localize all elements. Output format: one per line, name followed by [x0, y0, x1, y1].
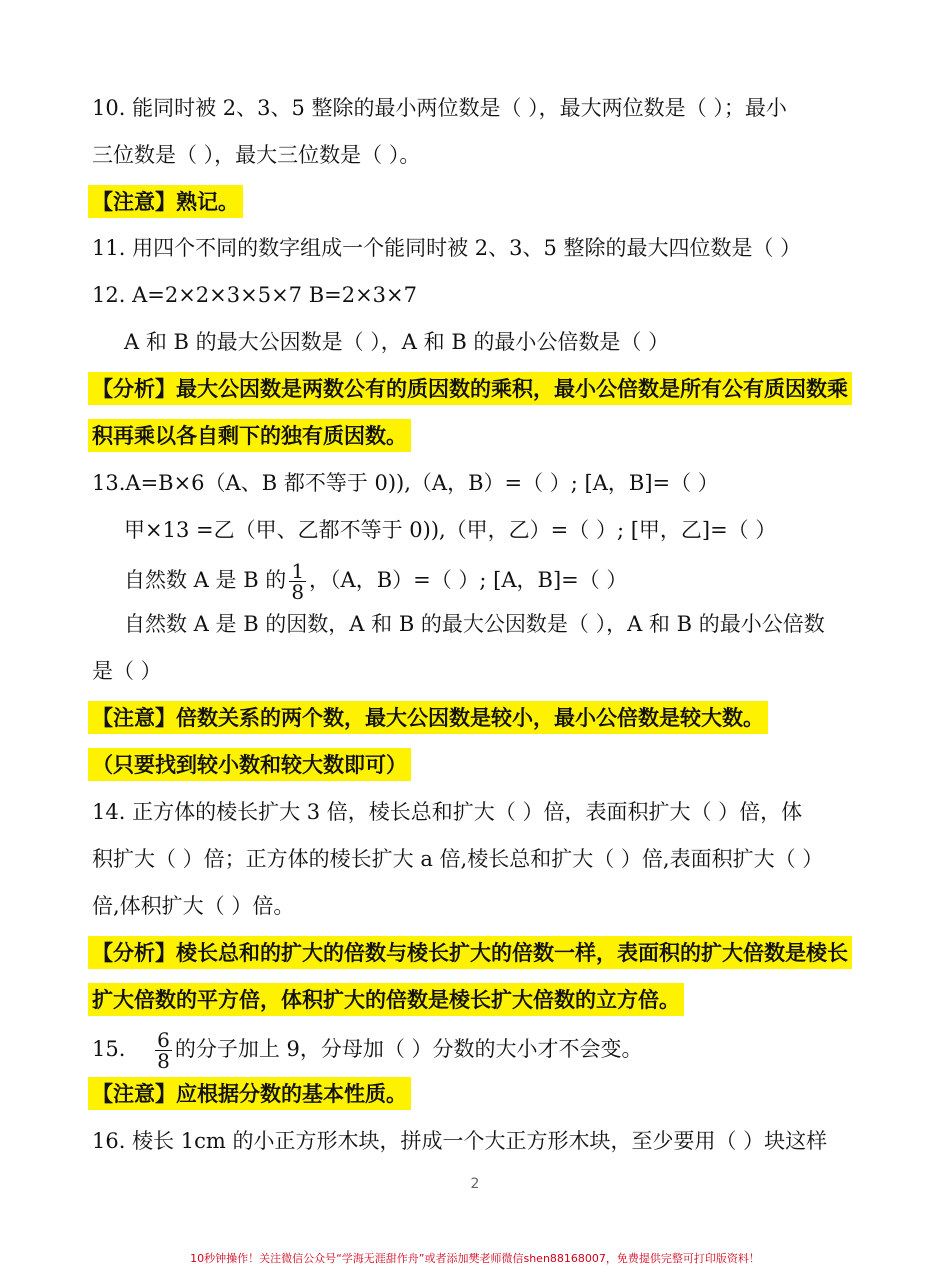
highlight-note: 【注意】熟记。: [88, 185, 243, 218]
footer-promo-text: 10秒钟操作！关注微信公众号“学海无涯甜作舟”或者添加樊老师微信shen88168007，免费提供完整可打印版资料！: [190, 1252, 760, 1265]
question-13-line-2: 甲×13 =乙（甲、乙都不等于 0)),（甲，乙）=（ ）; [甲，乙]=（ ）: [124, 518, 777, 542]
analysis-12-line-2: [92, 421, 411, 451]
q15-text: 的分子加上 9，分母加（ ）分数的大小才不会变。: [174, 1037, 643, 1061]
question-13-line-4: 自然数 A 是 B 的因数，A 和 B 的最大公因数是（ ），A 和 B 的最小公倍数: [124, 612, 825, 636]
note-13-line-2: [92, 750, 411, 780]
q15-number: 15.: [92, 1037, 126, 1061]
highlight-analysis: 积再乘以各自剩下的独有质因数。: [88, 419, 411, 452]
question-15: [92, 1030, 643, 1071]
note-15: [92, 1079, 411, 1109]
question-12-line-1: 12. A=2×2×3×5×7 B=2×3×7: [92, 283, 417, 307]
highlight-note: 【注意】倍数关系的两个数，最大公因数是较小，最小公倍数是较大数。: [88, 701, 768, 734]
analysis-14-line-1: [92, 938, 852, 968]
fraction-denominator: 8: [157, 1049, 170, 1073]
highlight-analysis: 【分析】棱长总和的扩大的倍数与棱长扩大的倍数一样，表面积的扩大倍数是棱长: [88, 936, 852, 969]
question-16: 16. 棱长 1cm 的小正方形木块，拼成一个大正方形木块，至少要用（ ）块这样: [92, 1129, 828, 1153]
fraction-one-eighth: [289, 561, 306, 602]
q13-line3-suffix: ，（A，B）=（ ）; [A，B]=（ ）: [309, 568, 628, 592]
highlight-analysis: 扩大倍数的平方倍，体积扩大的倍数是棱长扩大倍数的立方倍。: [88, 983, 684, 1016]
fraction-denominator: 8: [291, 580, 305, 604]
q13-line3-prefix: 自然数 A 是 B 的: [124, 568, 287, 592]
question-14-line-3: 倍,体积扩大（ ）倍。: [92, 894, 295, 918]
question-10-line-1: 10. 能同时被 2、3、5 整除的最小两位数是（ ），最大两位数是（ ）；最小: [92, 96, 787, 120]
note-13-line-1: [92, 703, 768, 733]
analysis-14-line-2: [92, 985, 684, 1015]
question-13-line-3: [124, 561, 627, 602]
question-13-line-5: 是（ ）: [92, 659, 162, 683]
analysis-12-line-1: [92, 374, 852, 404]
question-12-line-2: A 和 B 的最大公因数是（ ），A 和 B 的最小公倍数是（ ）: [124, 330, 670, 354]
highlight-note: 【注意】应根据分数的基本性质。: [88, 1077, 411, 1110]
fraction-numerator: 1: [291, 559, 305, 583]
question-14-line-1: 14. 正方体的棱长扩大 3 倍，棱长总和扩大（ ）倍，表面积扩大（ ）倍，体: [92, 800, 803, 824]
question-14-line-2: 积扩大（ ）倍；正方体的棱长扩大 a 倍,棱长总和扩大（ ）倍,表面积扩大（ ）: [92, 847, 824, 871]
page-number: 2: [470, 1176, 480, 1192]
note-10: [92, 187, 243, 217]
highlight-analysis: 【分析】最大公因数是两数公有的质因数的乘积，最小公倍数是所有公有质因数乘: [88, 372, 852, 405]
highlight-note: （只要找到较小数和较大数即可）: [88, 748, 411, 781]
question-13-line-1: 13.A=B×6（A、B 都不等于 0)),（A，B）=（ ）; [A，B]=（ ）: [92, 471, 719, 495]
fraction-six-eighths: [155, 1030, 172, 1071]
question-11: 11. 用四个不同的数字组成一个能同时被 2、3、5 整除的最大四位数是（ ）: [92, 236, 802, 260]
question-10-line-2: 三位数是（ ），最大三位数是（ ）。: [92, 143, 421, 167]
fraction-numerator: 6: [157, 1028, 170, 1052]
